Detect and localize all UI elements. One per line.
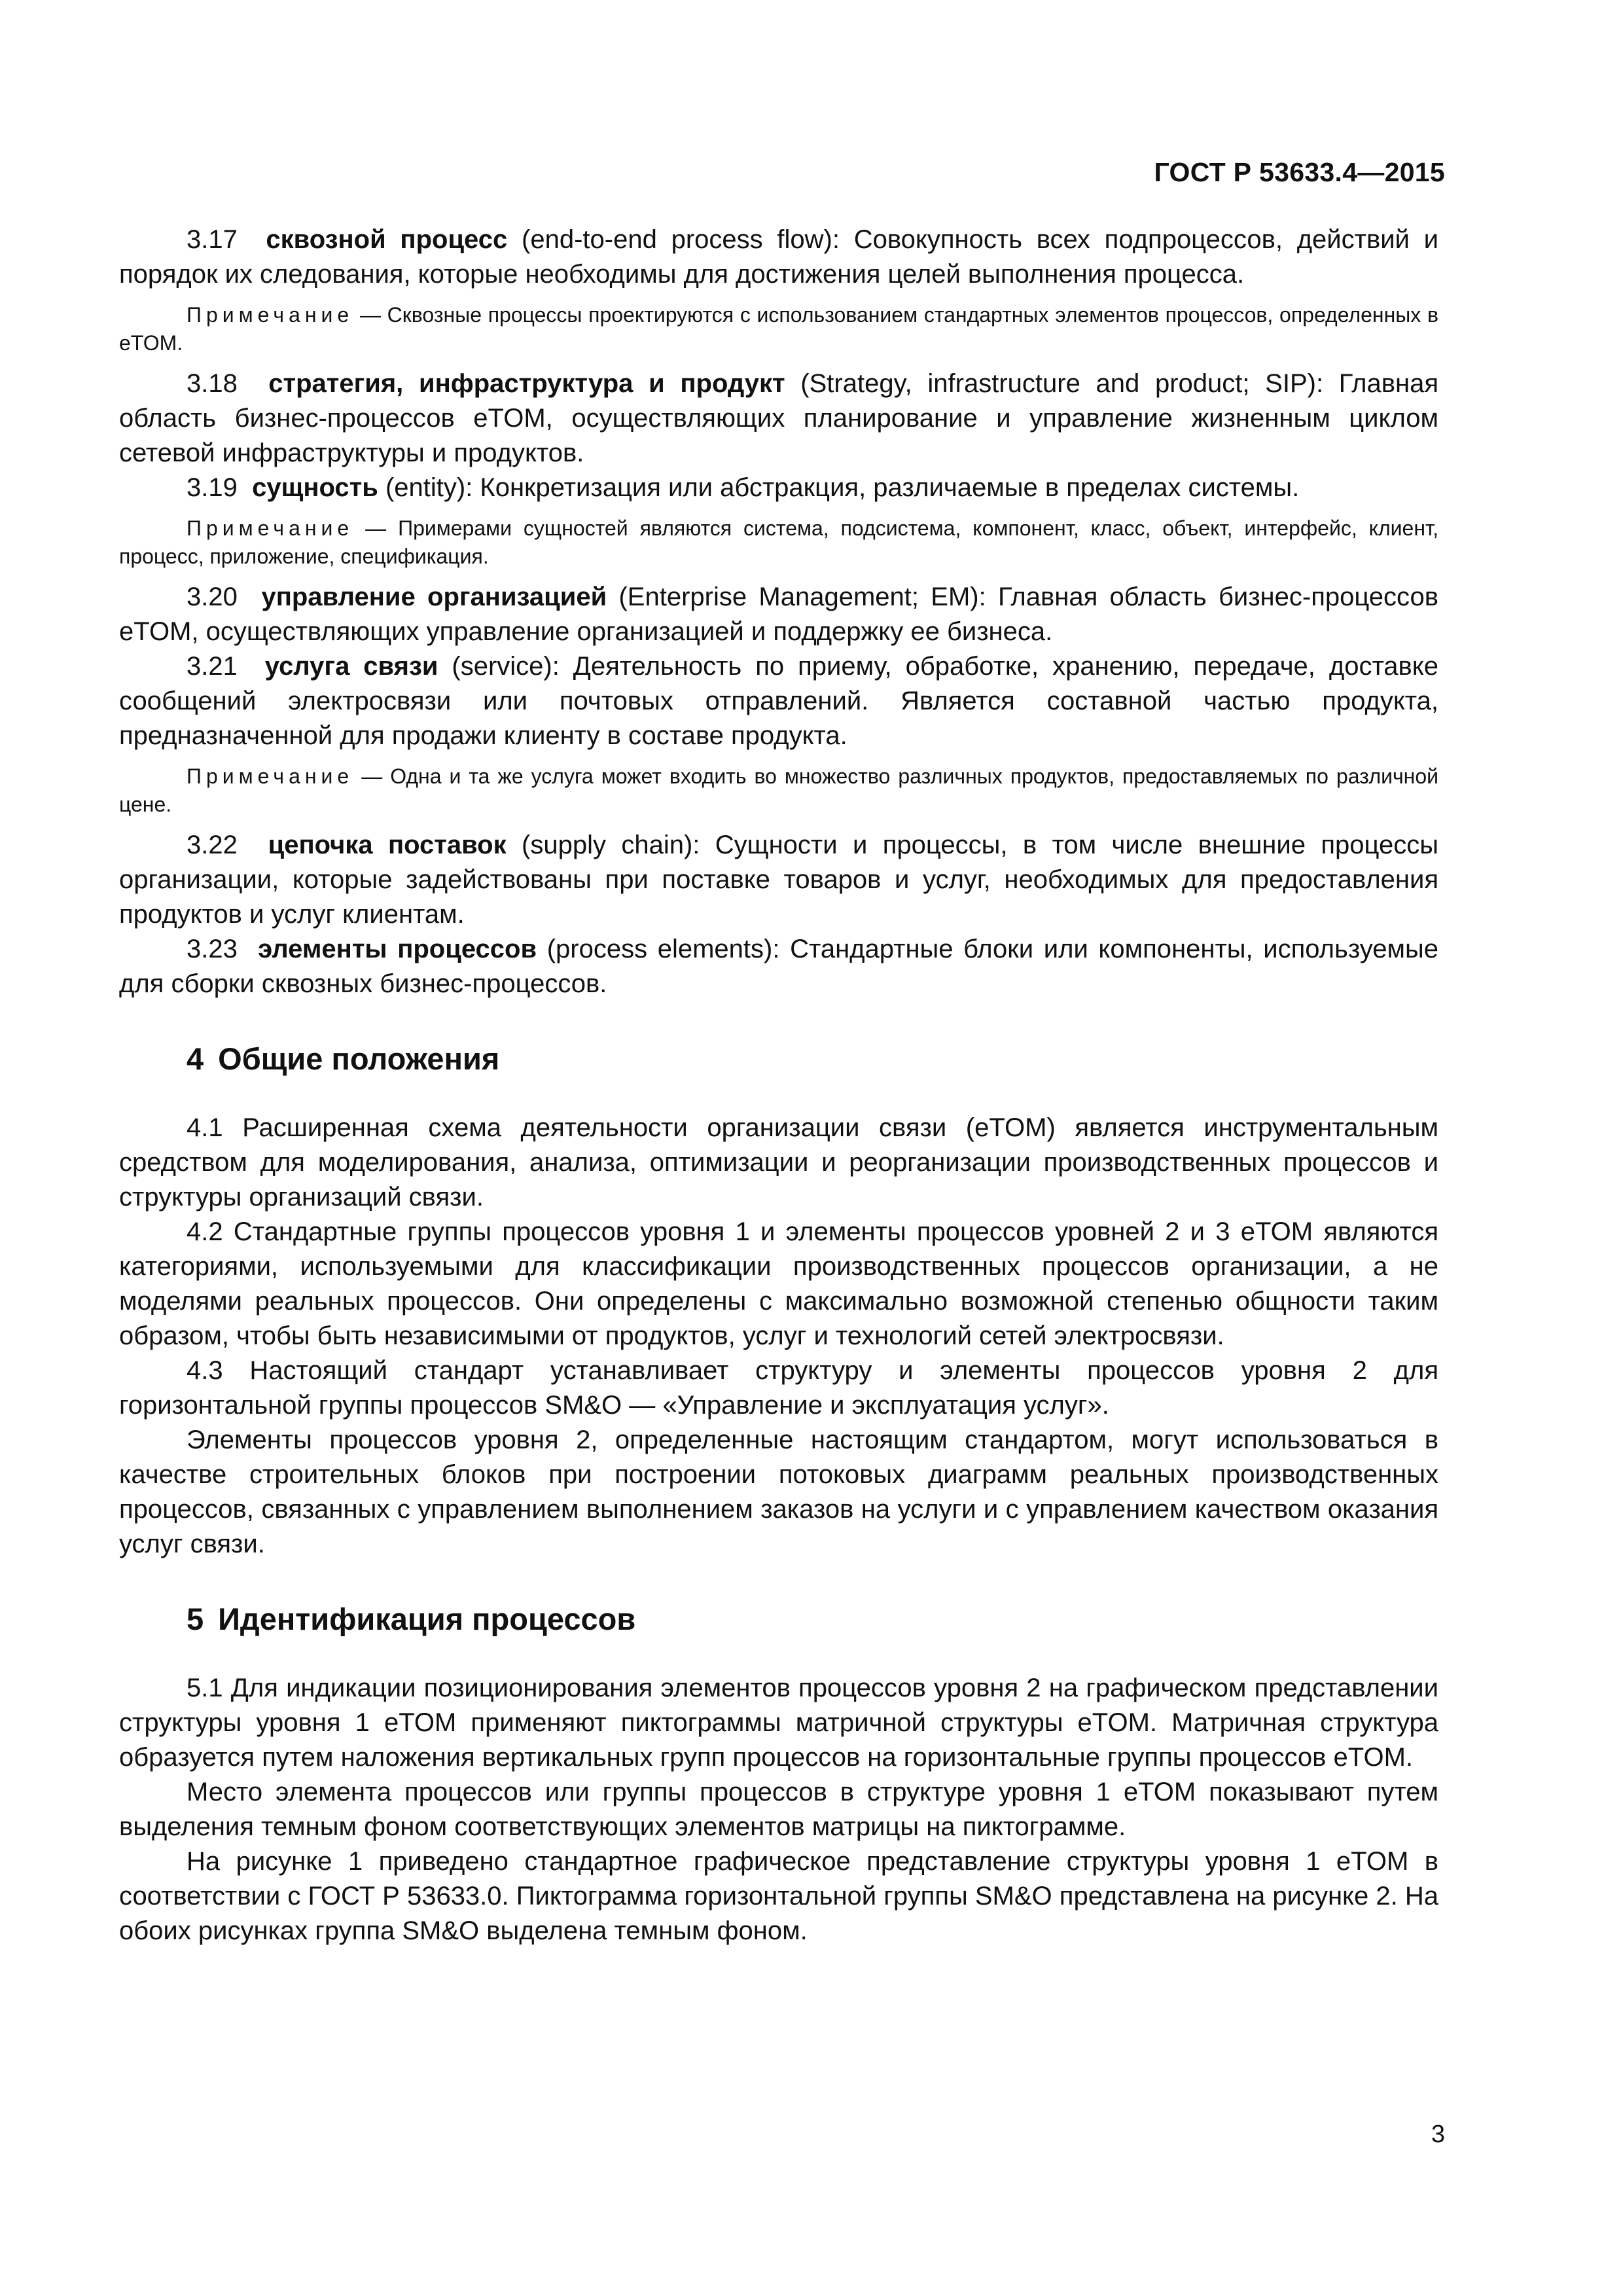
term-name: сущность — [252, 473, 378, 502]
term-number: 3.19 — [187, 473, 238, 502]
note-text: Примерами сущностей являются система, подсистема, компонент, класс, объект, интерфейс, клиент, процесс, приложение, спецификация. — [119, 516, 1439, 568]
term-name: элементы процессов — [258, 935, 537, 963]
document-body — [119, 223, 1438, 1948]
term-number: 3.18 — [187, 369, 238, 398]
term-definition-3-17 — [119, 223, 1438, 292]
note-text: Одна и та же услуга может входить во множество различных продуктов, предоставляемых по различной цене. — [119, 764, 1438, 816]
section-title: Общие положения — [218, 1041, 500, 1076]
paragraph-5-1: 5.1 Для индикации позиционирования элементов процессов уровня 2 на графическом представлении структуры уровня 1 eTOM применяют пиктограммы матричной структуры eTOM. Матричная структура образуется путем наложения вертикальных групп процессов на горизонтальные группы процессов eTOM. — [119, 1674, 1438, 1772]
term-number: 3.23 — [187, 935, 238, 963]
term-text: (Strategy, infrastructure and product; SIP): Главная область бизнес-процессов eTOM, осуществляющих планирование и управление жизненным циклом сетевой инфраструктуры и продуктов. — [119, 369, 1439, 467]
note-label: Примечание — [187, 516, 354, 540]
term-definition-3-18 — [119, 367, 1438, 471]
term-text: (entity): Конкретизация или абстракция, различаемые в пределах системы. — [378, 473, 1300, 502]
term-definition-3-19 — [119, 471, 1438, 505]
section-5-heading — [187, 1601, 1438, 1637]
document-header: ГОСТ Р 53633.4—2015 — [1154, 157, 1445, 187]
term-number: 3.20 — [187, 583, 238, 611]
term-number: 3.21 — [187, 652, 238, 681]
paragraph-4-3: 4.3 Настоящий стандарт устанавливает структуру и элементы процессов уровня 2 для горизонтальной группы процессов SM&O — «Управление и эксплуатация услуг». — [119, 1356, 1438, 1420]
term-name: цепочка поставок — [268, 831, 507, 859]
section-title: Идентификация процессов — [218, 1602, 636, 1636]
paragraph-4-3-cont: Элементы процессов уровня 2, определенные настоящим стандартом, могут использоваться в качестве строительных блоков при построении потоковых диаграмм реальных производственных процессов, связанных с управлением выполнением заказов на услуги и с управлением качеством оказания услуг связи. — [119, 1426, 1438, 1558]
term-definition-3-23 — [119, 932, 1438, 1001]
term-name: управление организацией — [261, 583, 607, 611]
note-label: Примечание — [187, 303, 354, 327]
term-definition-3-22 — [119, 828, 1438, 932]
term-definition-3-21 — [119, 649, 1438, 753]
term-name: стратегия, инфраструктура и продукт — [268, 369, 785, 398]
note-3-19: Примечание — Примерами сущностей являются система, подсистема, компонент, класс, объект, интерфейс, клиент, процесс, приложение, спецификация. — [119, 516, 1439, 568]
section-number: 4 — [187, 1041, 204, 1076]
term-name: услуга связи — [264, 652, 438, 681]
note-label: Примечание — [187, 764, 354, 788]
note-3-17: Примечание — Сквозные процессы проектируются с использованием стандартных элементов процессов, определенных в eTOM. — [119, 303, 1439, 355]
page-number: 3 — [1431, 2121, 1445, 2148]
paragraph-5-1-cont-2: На рисунке 1 приведено стандартное графическое представление структуры уровня 1 eTOM в соответствии с ГОСТ Р 53633.0. Пиктограмма горизонтальной группы SM&O представлена на рисунке 2. На обоих рисунках группа SM&O выделена темным фоном. — [119, 1847, 1438, 1945]
term-text: (end-to-end process flow): Совокупность всех подпроцессов, действий и порядок их следования, которые необходимы для достижения целей выполнения процесса. — [119, 225, 1438, 289]
paragraph-5-1-cont-1: Место элемента процессов или группы процессов в структуре уровня 1 eTOM показывают путем выделения темным фоном соответствующих элементов матрицы на пиктограмме. — [119, 1778, 1438, 1841]
paragraph-4-1: 4.1 Расширенная схема деятельности организации связи (eTOM) является инструментальным средством для моделирования, анализа, оптимизации и реорганизации производственных процессов и структуры организаций связи. — [119, 1113, 1438, 1211]
note-text: Сквозные процессы проектируются с использованием стандартных элементов процессов, определенных в eTOM. — [119, 303, 1439, 355]
term-definition-3-20 — [119, 580, 1438, 649]
term-text: (Enterprise Management; EM): Главная область бизнес-процессов eTOM, осуществляющих управление организацией и поддержку ее бизнеса. — [119, 583, 1438, 646]
section-number: 5 — [187, 1602, 204, 1636]
term-number: 3.22 — [187, 831, 238, 859]
term-number: 3.17 — [187, 225, 238, 254]
section-4-heading — [187, 1041, 1438, 1077]
term-text: (supply chain): Сущности и процессы, в том числе внешние процессы организации, которые задействованы при поставке товаров и услуг, необходимых для предоставления продуктов и услуг клиентам. — [119, 831, 1438, 929]
note-3-21: Примечание — Одна и та же услуга может входить во множество различных продуктов, предоставляемых по различной цене. — [119, 764, 1438, 816]
term-text: (service): Деятельность по приему, обработке, хранению, передаче, доставке сообщений электросвязи или почтовых отправлений. Является составной частью продукта, предназначенной для продажи клиенту в составе продукта. — [119, 652, 1439, 750]
paragraph-4-2: 4.2 Стандартные группы процессов уровня 1 и элементы процессов уровней 2 и 3 eTOM являются категориями, используемыми для классификации производственных процессов организации, а не моделями реальных процессов. Они определены с максимально возможной степенью общности таким образом, чтобы быть независимыми от продуктов, услуг и технологий сетей электросвязи. — [119, 1217, 1438, 1350]
term-name: сквозной процесс — [266, 225, 508, 254]
term-text: (process elements): Стандартные блоки или компоненты, используемые для сборки сквозных бизнес-процессов. — [119, 935, 1439, 998]
